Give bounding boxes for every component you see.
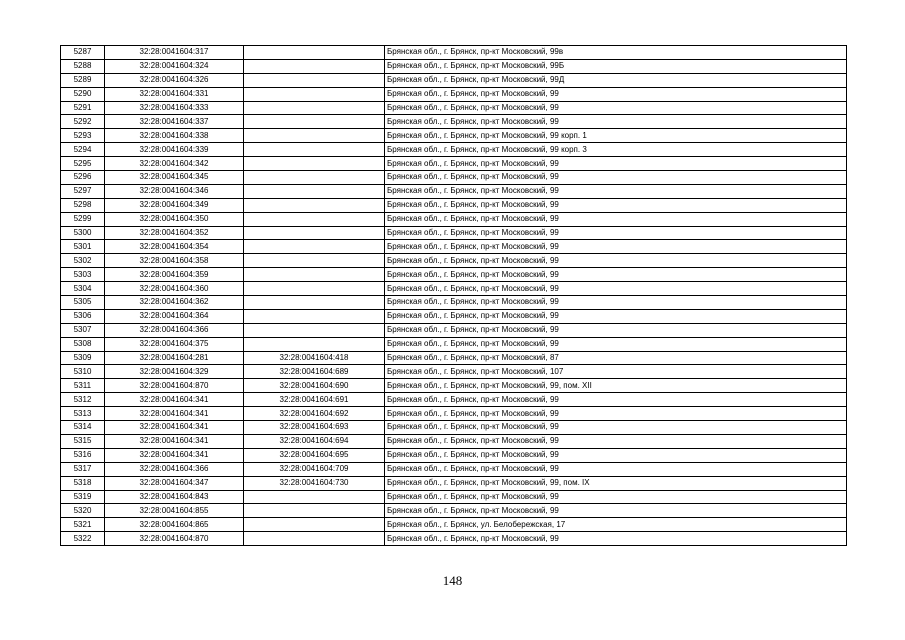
table-row xyxy=(61,268,847,282)
table-row xyxy=(61,379,847,393)
address-cell: Брянская обл., г. Брянск, пр-кт Московский, 99 xyxy=(385,171,847,185)
row-number-cell: 5291 xyxy=(61,101,105,115)
row-number-cell: 5293 xyxy=(61,129,105,143)
address-cell: Брянская обл., г. Брянск, пр-кт Московский, 99 корп. 3 xyxy=(385,143,847,157)
related-cadastral-number-cell: 32:28:0041604:694 xyxy=(244,434,385,448)
cadastral-number-cell: 32:28:0041604:359 xyxy=(105,268,244,282)
row-number-cell: 5316 xyxy=(61,448,105,462)
table-row xyxy=(61,129,847,143)
row-number-cell: 5290 xyxy=(61,87,105,101)
table-row xyxy=(61,282,847,296)
row-number-cell: 5295 xyxy=(61,157,105,171)
address-cell: Брянская обл., г. Брянск, пр-кт Московский, 99 xyxy=(385,282,847,296)
cadastral-number-cell: 32:28:0041604:317 xyxy=(105,46,244,60)
cadastral-number-cell: 32:28:0041604:341 xyxy=(105,393,244,407)
cadastral-number-cell: 32:28:0041604:339 xyxy=(105,143,244,157)
related-cadastral-number-cell xyxy=(244,296,385,310)
address-cell: Брянская обл., г. Брянск, пр-кт Московский, 99 xyxy=(385,226,847,240)
row-number-cell: 5318 xyxy=(61,476,105,490)
cadastral-number-cell: 32:28:0041604:358 xyxy=(105,254,244,268)
row-number-cell: 5304 xyxy=(61,282,105,296)
table-row xyxy=(61,532,847,546)
related-cadastral-number-cell xyxy=(244,226,385,240)
related-cadastral-number-cell xyxy=(244,87,385,101)
table-row xyxy=(61,309,847,323)
table-row xyxy=(61,143,847,157)
related-cadastral-number-cell: 32:28:0041604:692 xyxy=(244,407,385,421)
table-row xyxy=(61,448,847,462)
address-cell: Брянская обл., г. Брянск, пр-кт Московский, 99 xyxy=(385,87,847,101)
address-cell: Брянская обл., г. Брянск, пр-кт Московский, 99, пом. IX xyxy=(385,476,847,490)
related-cadastral-number-cell xyxy=(244,198,385,212)
address-cell: Брянская обл., г. Брянск, пр-кт Московский, 99 xyxy=(385,157,847,171)
table-row xyxy=(61,115,847,129)
row-number-cell: 5298 xyxy=(61,198,105,212)
related-cadastral-number-cell xyxy=(244,254,385,268)
row-number-cell: 5310 xyxy=(61,365,105,379)
cadastral-number-cell: 32:28:0041604:347 xyxy=(105,476,244,490)
table-row xyxy=(61,393,847,407)
address-cell: Брянская обл., г. Брянск, пр-кт Московский, 99 xyxy=(385,101,847,115)
row-number-cell: 5302 xyxy=(61,254,105,268)
address-cell: Брянская обл., г. Брянск, пр-кт Московский, 99 xyxy=(385,240,847,254)
row-number-cell: 5317 xyxy=(61,462,105,476)
table-row xyxy=(61,434,847,448)
cadastral-number-cell: 32:28:0041604:375 xyxy=(105,337,244,351)
cadastral-number-cell: 32:28:0041604:326 xyxy=(105,73,244,87)
address-cell: Брянская обл., г. Брянск, пр-кт Московский, 99 xyxy=(385,268,847,282)
table-row xyxy=(61,184,847,198)
table-row xyxy=(61,323,847,337)
address-cell: Брянская обл., г. Брянск, пр-кт Московский, 99 xyxy=(385,462,847,476)
related-cadastral-number-cell xyxy=(244,143,385,157)
related-cadastral-number-cell xyxy=(244,240,385,254)
cadastral-number-cell: 32:28:0041604:360 xyxy=(105,282,244,296)
related-cadastral-number-cell: 32:28:0041604:690 xyxy=(244,379,385,393)
row-number-cell: 5321 xyxy=(61,518,105,532)
row-number-cell: 5292 xyxy=(61,115,105,129)
row-number-cell: 5313 xyxy=(61,407,105,421)
table-row xyxy=(61,254,847,268)
table-row xyxy=(61,351,847,365)
row-number-cell: 5308 xyxy=(61,337,105,351)
related-cadastral-number-cell: 32:28:0041604:695 xyxy=(244,448,385,462)
row-number-cell: 5287 xyxy=(61,46,105,60)
address-cell: Брянская обл., г. Брянск, пр-кт Московский, 99 xyxy=(385,212,847,226)
row-number-cell: 5312 xyxy=(61,393,105,407)
cadastral-number-cell: 32:28:0041604:349 xyxy=(105,198,244,212)
address-cell: Брянская обл., г. Брянск, пр-кт Московский, 99 xyxy=(385,421,847,435)
related-cadastral-number-cell xyxy=(244,490,385,504)
row-number-cell: 5311 xyxy=(61,379,105,393)
address-cell: Брянская обл., г. Брянск, пр-кт Московский, 87 xyxy=(385,351,847,365)
cadastral-number-cell: 32:28:0041604:364 xyxy=(105,309,244,323)
row-number-cell: 5294 xyxy=(61,143,105,157)
address-cell: Брянская обл., г. Брянск, пр-кт Московский, 99 xyxy=(385,490,847,504)
related-cadastral-number-cell xyxy=(244,518,385,532)
cadastral-number-cell: 32:28:0041604:366 xyxy=(105,323,244,337)
related-cadastral-number-cell xyxy=(244,268,385,282)
related-cadastral-number-cell xyxy=(244,184,385,198)
cadastral-number-cell: 32:28:0041604:281 xyxy=(105,351,244,365)
related-cadastral-number-cell: 32:28:0041604:418 xyxy=(244,351,385,365)
table-row xyxy=(61,198,847,212)
table-row xyxy=(61,157,847,171)
address-cell: Брянская обл., г. Брянск, пр-кт Московский, 99в xyxy=(385,46,847,60)
address-cell: Брянская обл., г. Брянск, пр-кт Московский, 99 xyxy=(385,254,847,268)
table-row xyxy=(61,171,847,185)
address-cell: Брянская обл., г. Брянск, пр-кт Московский, 99 xyxy=(385,407,847,421)
table-row xyxy=(61,337,847,351)
address-cell: Брянская обл., г. Брянск, пр-кт Московский, 99 xyxy=(385,434,847,448)
related-cadastral-number-cell xyxy=(244,212,385,226)
cadastral-number-cell: 32:28:0041604:342 xyxy=(105,157,244,171)
cadastral-number-cell: 32:28:0041604:843 xyxy=(105,490,244,504)
table-row xyxy=(61,296,847,310)
row-number-cell: 5319 xyxy=(61,490,105,504)
table-row xyxy=(61,504,847,518)
row-number-cell: 5289 xyxy=(61,73,105,87)
related-cadastral-number-cell xyxy=(244,504,385,518)
cadastral-number-cell: 32:28:0041604:366 xyxy=(105,462,244,476)
cadastral-number-cell: 32:28:0041604:338 xyxy=(105,129,244,143)
address-cell: Брянская обл., г. Брянск, пр-кт Московский, 99, пом. XII xyxy=(385,379,847,393)
address-cell: Брянская обл., г. Брянск, пр-кт Московский, 99 xyxy=(385,184,847,198)
row-number-cell: 5288 xyxy=(61,59,105,73)
cadastral-number-cell: 32:28:0041604:324 xyxy=(105,59,244,73)
cadastral-number-cell: 32:28:0041604:341 xyxy=(105,434,244,448)
row-number-cell: 5299 xyxy=(61,212,105,226)
cadastral-number-cell: 32:28:0041604:855 xyxy=(105,504,244,518)
related-cadastral-number-cell: 32:28:0041604:730 xyxy=(244,476,385,490)
table-row xyxy=(61,421,847,435)
row-number-cell: 5314 xyxy=(61,421,105,435)
table-row xyxy=(61,476,847,490)
related-cadastral-number-cell xyxy=(244,115,385,129)
cadastral-number-cell: 32:28:0041604:341 xyxy=(105,448,244,462)
table-row xyxy=(61,407,847,421)
table-row xyxy=(61,101,847,115)
page-number: 148 xyxy=(442,573,463,588)
cadastral-number-cell: 32:28:0041604:341 xyxy=(105,421,244,435)
table-row xyxy=(61,212,847,226)
related-cadastral-number-cell: 32:28:0041604:693 xyxy=(244,421,385,435)
related-cadastral-number-cell: 32:28:0041604:709 xyxy=(244,462,385,476)
address-cell: Брянская обл., г. Брянск, ул. Белобережская, 17 xyxy=(385,518,847,532)
table-body xyxy=(61,46,847,546)
address-cell: Брянская обл., г. Брянск, пр-кт Московский, 99 xyxy=(385,448,847,462)
row-number-cell: 5307 xyxy=(61,323,105,337)
cadastral-number-cell: 32:28:0041604:331 xyxy=(105,87,244,101)
address-cell: Брянская обл., г. Брянск, пр-кт Московский, 99 xyxy=(385,296,847,310)
related-cadastral-number-cell: 32:28:0041604:691 xyxy=(244,393,385,407)
related-cadastral-number-cell xyxy=(244,129,385,143)
cadastral-number-cell: 32:28:0041604:352 xyxy=(105,226,244,240)
related-cadastral-number-cell xyxy=(244,171,385,185)
cadastral-number-cell: 32:28:0041604:870 xyxy=(105,379,244,393)
cadastral-table xyxy=(60,45,847,546)
table-row xyxy=(61,365,847,379)
table-row xyxy=(61,518,847,532)
address-cell: Брянская обл., г. Брянск, пр-кт Московский, 99 xyxy=(385,532,847,546)
row-number-cell: 5296 xyxy=(61,171,105,185)
related-cadastral-number-cell xyxy=(244,337,385,351)
row-number-cell: 5320 xyxy=(61,504,105,518)
address-cell: Брянская обл., г. Брянск, пр-кт Московский, 99 xyxy=(385,115,847,129)
address-cell: Брянская обл., г. Брянск, пр-кт Московский, 99 xyxy=(385,323,847,337)
table-row xyxy=(61,87,847,101)
cadastral-number-cell: 32:28:0041604:341 xyxy=(105,407,244,421)
cadastral-number-cell: 32:28:0041604:329 xyxy=(105,365,244,379)
related-cadastral-number-cell xyxy=(244,73,385,87)
cadastral-number-cell: 32:28:0041604:362 xyxy=(105,296,244,310)
address-cell: Брянская обл., г. Брянск, пр-кт Московский, 107 xyxy=(385,365,847,379)
row-number-cell: 5303 xyxy=(61,268,105,282)
cadastral-number-cell: 32:28:0041604:337 xyxy=(105,115,244,129)
address-cell: Брянская обл., г. Брянск, пр-кт Московский, 99 xyxy=(385,393,847,407)
address-cell: Брянская обл., г. Брянск, пр-кт Московский, 99 xyxy=(385,504,847,518)
related-cadastral-number-cell xyxy=(244,282,385,296)
related-cadastral-number-cell xyxy=(244,101,385,115)
table-row xyxy=(61,490,847,504)
row-number-cell: 5315 xyxy=(61,434,105,448)
address-cell: Брянская обл., г. Брянск, пр-кт Московский, 99Д xyxy=(385,73,847,87)
row-number-cell: 5322 xyxy=(61,532,105,546)
row-number-cell: 5306 xyxy=(61,309,105,323)
address-cell: Брянская обл., г. Брянск, пр-кт Московский, 99 xyxy=(385,337,847,351)
row-number-cell: 5309 xyxy=(61,351,105,365)
cadastral-number-cell: 32:28:0041604:870 xyxy=(105,532,244,546)
table-row xyxy=(61,240,847,254)
cadastral-number-cell: 32:28:0041604:354 xyxy=(105,240,244,254)
related-cadastral-number-cell xyxy=(244,532,385,546)
related-cadastral-number-cell xyxy=(244,309,385,323)
cadastral-number-cell: 32:28:0041604:333 xyxy=(105,101,244,115)
related-cadastral-number-cell xyxy=(244,157,385,171)
row-number-cell: 5300 xyxy=(61,226,105,240)
table-row xyxy=(61,46,847,60)
cadastral-number-cell: 32:28:0041604:865 xyxy=(105,518,244,532)
related-cadastral-number-cell xyxy=(244,46,385,60)
cadastral-number-cell: 32:28:0041604:350 xyxy=(105,212,244,226)
table-row xyxy=(61,59,847,73)
address-cell: Брянская обл., г. Брянск, пр-кт Московский, 99Б xyxy=(385,59,847,73)
cadastral-number-cell: 32:28:0041604:346 xyxy=(105,184,244,198)
table-row xyxy=(61,226,847,240)
related-cadastral-number-cell xyxy=(244,59,385,73)
table-row xyxy=(61,73,847,87)
address-cell: Брянская обл., г. Брянск, пр-кт Московский, 99 xyxy=(385,198,847,212)
cadastral-number-cell: 32:28:0041604:345 xyxy=(105,171,244,185)
table-row xyxy=(61,462,847,476)
row-number-cell: 5301 xyxy=(61,240,105,254)
address-cell: Брянская обл., г. Брянск, пр-кт Московский, 99 xyxy=(385,309,847,323)
related-cadastral-number-cell: 32:28:0041604:689 xyxy=(244,365,385,379)
row-number-cell: 5305 xyxy=(61,296,105,310)
address-cell: Брянская обл., г. Брянск, пр-кт Московский, 99 корп. 1 xyxy=(385,129,847,143)
row-number-cell: 5297 xyxy=(61,184,105,198)
related-cadastral-number-cell xyxy=(244,323,385,337)
